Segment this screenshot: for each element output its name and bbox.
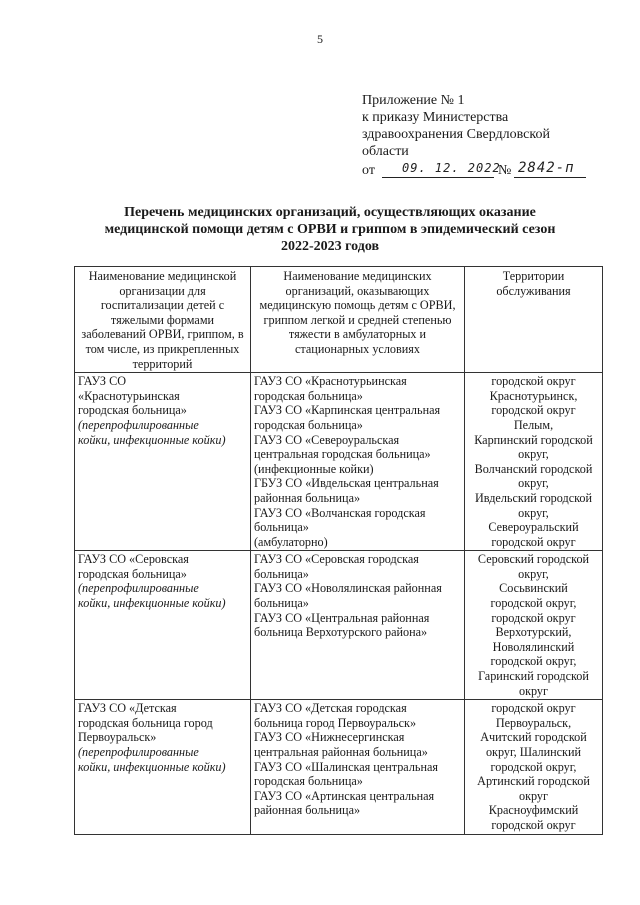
hospital-name-line: городская больница» (78, 403, 187, 418)
orgs-cell (251, 700, 465, 834)
territory-line: округ, (518, 505, 549, 520)
territory-line: округ (518, 683, 549, 698)
hospital-name-line: городская больница город (78, 715, 213, 730)
territory-line: Верхотурский, (495, 625, 572, 640)
org-line: ГАУЗ СО «Карпинская центральная (254, 403, 441, 418)
territories-cell (465, 373, 603, 551)
org-line: ГАУЗ СО «Новолялинская районная (254, 581, 442, 596)
territory-line: Сосьвинский (499, 581, 568, 596)
territory-line: Краснотурьинск, (489, 388, 578, 403)
territory-line: городской округ (491, 403, 576, 418)
header-territories: Территории обслуживания (465, 267, 603, 373)
org-line: городская больница» (254, 774, 363, 789)
territory-line: Волчанский городской (474, 461, 593, 476)
org-line: больница» (254, 520, 309, 535)
organizations-table (74, 266, 603, 835)
org-line: центральная районная больница» (254, 745, 428, 759)
hospital-note-line: койки, инфекционные койки) (78, 432, 226, 447)
org-line: больница Верхотурского района» (254, 625, 428, 640)
territory-line: Североуральский (488, 520, 579, 535)
territory-line: Карпинский городской (474, 432, 593, 447)
order-date: 09. 12. 2022 (402, 161, 501, 175)
territory-line: Первоуральск, (495, 715, 572, 730)
appendix-line: к приказу Министерства (362, 110, 509, 125)
territory-line: округ, (518, 476, 549, 491)
org-line: ГАУЗ СО «Артинская центральная (254, 788, 435, 803)
territory-line: округ (518, 788, 549, 803)
territory-line: городской округ, (490, 596, 577, 611)
org-line: центральная городская больница» (254, 447, 431, 462)
org-line: (инфекционные койки) (254, 461, 374, 476)
org-line: ГАУЗ СО «Серовская городская (254, 552, 419, 567)
territory-line: Новолялинский (492, 639, 575, 654)
order-number: 2842-п (518, 160, 575, 176)
orgs-cell (251, 373, 465, 551)
hospital-cell (75, 373, 251, 551)
hospital-name-line: ГАУЗ СО «Серовская (78, 552, 189, 567)
hospital-name-line: Первоуральск» (78, 730, 157, 745)
territory-line: Артинский городской (477, 774, 590, 789)
territory-line: городской округ (491, 817, 576, 832)
territory-line: округ, (518, 566, 549, 581)
date-underline (382, 177, 494, 178)
territory-line: городской округ, (490, 759, 577, 774)
document-title (80, 204, 580, 255)
org-line: городская больница» (254, 388, 363, 403)
org-line: ГБУЗ СО «Ивдельская центральная (254, 476, 439, 491)
territory-line: городской округ (491, 534, 576, 549)
title-line: 2022-2023 годов (280, 239, 380, 254)
territory-line: округ, Шалинский (485, 745, 582, 759)
org-line: районная больница» (254, 803, 361, 818)
hospital-note-line: койки, инфекционные койки) (78, 759, 226, 774)
appendix-line: здравоохранения Свердловской (362, 127, 550, 142)
hospital-name-line: ГАУЗ СО «Детская (78, 701, 177, 716)
header-hospital: Наименование медицинской организации для госпитализации детей с тяжелыми формами заболеваний ОРВИ, гриппом, в том числе, из прикрепленных территорий (75, 267, 251, 373)
order-date-number-row (362, 162, 622, 180)
territories-cell (465, 700, 603, 834)
territory-line: Ивдельский городской (474, 490, 593, 505)
org-line: ГАУЗ СО «Краснотурьинская (254, 374, 407, 389)
org-line: ГАУЗ СО «Нижнесергинская (254, 730, 405, 745)
hospital-cell (75, 551, 251, 700)
from-label: от (362, 163, 375, 178)
hospital-note-line: койки, инфекционные койки) (78, 596, 226, 611)
table-row (75, 373, 603, 551)
title-line: Перечень медицинских организаций, осуществляющих оказание (124, 205, 536, 220)
org-line: районная больница» (254, 490, 361, 505)
org-line: ГАУЗ СО «Шалинская центральная (254, 759, 439, 774)
appendix-line: области (362, 144, 409, 159)
orgs-cell (251, 551, 465, 700)
org-line: ГАУЗ СО «Волчанская городская (254, 505, 426, 520)
hospital-name-line: «Краснотурьинская (78, 388, 180, 403)
table-body (75, 373, 603, 834)
org-line: больница» (254, 596, 309, 611)
hospital-note-line: (перепрофилированные (78, 745, 199, 759)
table-row (75, 551, 603, 700)
territory-line: городской округ (491, 374, 576, 389)
territories-cell (465, 551, 603, 700)
territory-line: Гаринский городской (478, 669, 589, 684)
org-line: больница город Первоуральск» (254, 715, 417, 730)
table-row (75, 700, 603, 834)
hospital-name-line: городская больница» (78, 566, 187, 581)
territory-line: Пелым, (513, 417, 554, 432)
territory-line: городской округ, (490, 654, 577, 669)
hospital-note-line: (перепрофилированные (78, 581, 199, 596)
territory-line: городской округ (491, 610, 576, 625)
number-underline (514, 177, 586, 178)
hospital-note-line: (перепрофилированные (78, 417, 199, 432)
appendix-block (362, 92, 622, 180)
page-number: 5 (317, 32, 323, 46)
org-line: городская больница» (254, 417, 363, 432)
hospital-cell (75, 700, 251, 834)
org-line: больница» (254, 566, 309, 581)
territory-line: городской округ (491, 701, 576, 716)
org-line: ГАУЗ СО «Детская городская (254, 701, 407, 716)
org-line: (амбулаторно) (254, 534, 328, 549)
header-orgs: Наименование медицинских организаций, оказывающих медицинскую помощь детям с ОРВИ, гриппом легкой и средней степенью тяжести в амбулаторных и стационарных условиях (251, 267, 465, 373)
appendix-line: Приложение № 1 (362, 93, 465, 108)
territory-line: Серовский городской (477, 552, 590, 567)
territory-line: Ачитский городской (480, 730, 587, 745)
number-label: № (498, 163, 512, 178)
org-line: ГАУЗ СО «Североуральская (254, 432, 400, 447)
table-header-row (75, 267, 603, 373)
territory-line: округ, (518, 447, 549, 462)
territory-line: Красноуфимский (488, 803, 579, 818)
org-line: ГАУЗ СО «Центральная районная (254, 610, 430, 625)
title-line: медицинской помощи детям с ОРВИ и гриппом в эпидемический сезон (104, 222, 556, 237)
hospital-name-line: ГАУЗ СО (78, 374, 126, 389)
